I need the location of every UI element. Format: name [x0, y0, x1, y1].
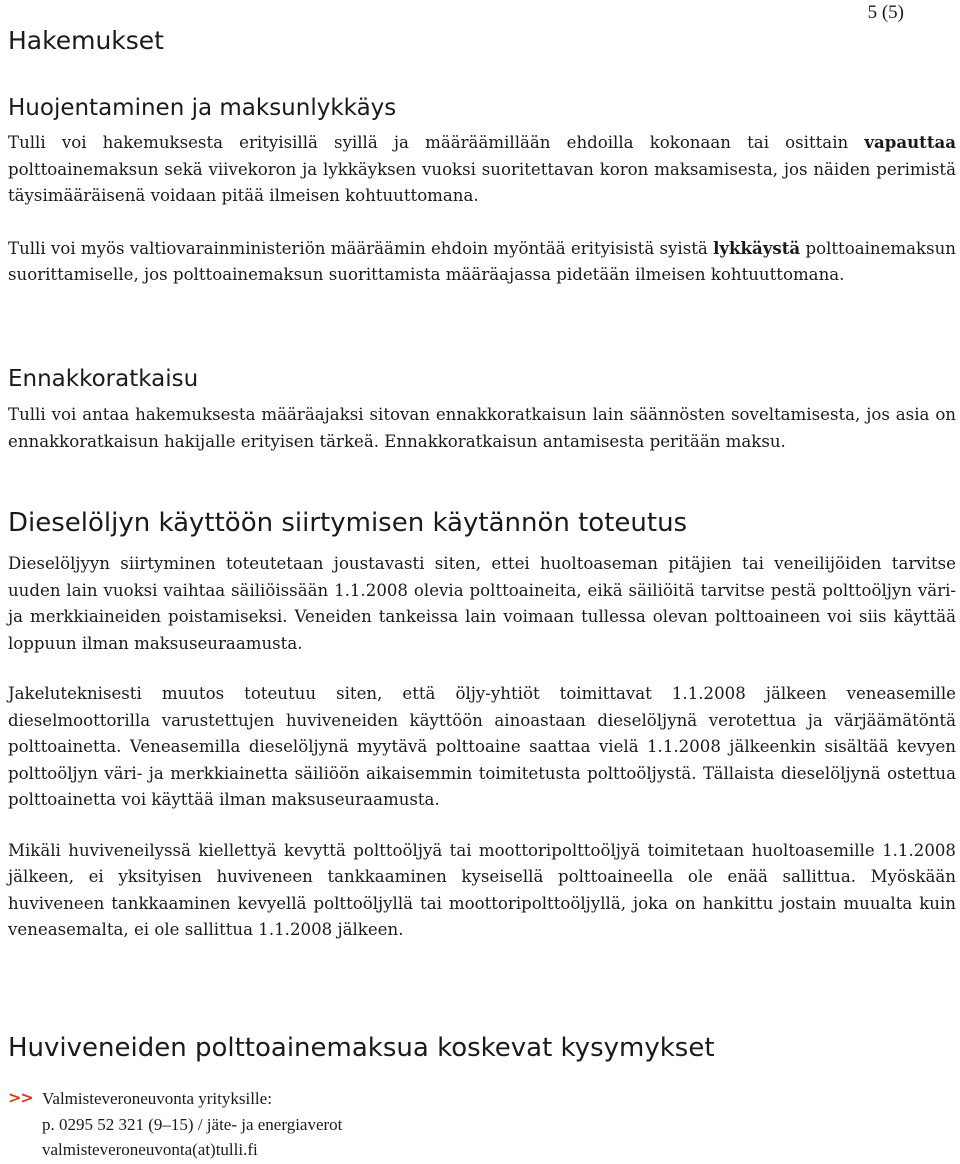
paragraph-ennakkoratkaisu: Tulli voi antaa hakemuksesta määräajaksi sitovan ennakkoratkaisun lain säännösten soveltamisesta, jos asia on ennakkoratkaisun hakijalle erityisen tärkeä. Ennakkoratkaisun antamisesta peritään maksu.	[8, 405, 956, 451]
contact-line-phone: p. 0295 52 321 (9–15) / jäte- ja energiaverot	[42, 1114, 343, 1134]
section-ennakkoratkaisu	[8, 366, 956, 455]
paragraph-diesel-3: Mikäli huviveneilyssä kiellettyä kevyttä polttoöljyä tai moottoripolttoöljyä toimitetaan huoltoasemille 1.1.2008 jälkeen, ei yksityisen huviveneen tankkaaminen kyseisellä polttoaineella ole enää sallittua. Myöskään huviveneen tankkaaminen kevyellä polttoöljyllä tai moottoripolttoöljyllä, joka on hankittu jostain muualta kuin veneasemalta, ei ole sallittua 1.1.2008 jälkeen.	[8, 840, 956, 939]
paragraph-diesel-2: Jakeluteknisesti muutos toteutuu siten, että öljy-yhtiöt toimittavat 1.1.2008 jälkeen veneasemille dieselmoottorilla varustettujen huviveneiden käyttöön ainoastaan dieselöljynä verotettua ja värjäämätöntä polttoainetta. Veneasemilla dieselöljynä myytävä polttoaine saattaa vielä 1.1.2008 jälkeenkin sisältää kevyen polttoöljyn väri- ja merkkiainetta säiliöön aikaisemmin toimitetusta polttoöljystä. Tällaista dieselöljynä ostettua polttoainetta voi käyttää ilman maksuseuraamusta.	[8, 684, 956, 809]
contact-line-email: valmisteveroneuvonta(at)tulli.fi	[42, 1140, 258, 1159]
section-kysymykset	[8, 1033, 956, 1063]
bold-lykkaysta: lykkäystä	[713, 237, 801, 258]
contact-line-title: Valmisteveroneuvonta yrityksille:	[42, 1089, 272, 1108]
page-title: Hakemukset	[8, 26, 164, 55]
section-heading-ennakkoratkaisu: Ennakkoratkaisu	[8, 366, 199, 392]
section-heading-kysymykset: Huviveneiden polttoainemaksua koskevat kysymykset	[8, 1033, 715, 1063]
double-arrow-icon: >>	[8, 1088, 33, 1107]
paragraph-huojentaminen-2: Tulli voi myös valtiovarainministeriön määräämin ehdoin myöntää erityisistä syistä lykkäystä polttoainemaksun suorittamiselle, jos polttoainemaksun suorittamista määräajassa pidetään ilmeisen kohtuuttomana.	[8, 237, 956, 284]
section-diesel	[8, 508, 956, 944]
bold-vapauttaa: vapauttaa	[864, 132, 956, 152]
contact-lines	[42, 1086, 342, 1163]
section-heading-huojentaminen: Huojentaminen ja maksunlykkäys	[8, 95, 397, 121]
paragraph-diesel-1: Dieselöljyyn siirtyminen toteutetaan joustavasti siten, ettei huoltoaseman pitäjien tai veneilijöiden tarvitse uuden lain vuoksi vaihtaa säiliöissään 1.1.2008 olevia polttoaineita, eikä säiliöitä tarvitse pestä polttoöljyn väri- ja merkkiaineiden poistamiseksi. Veneiden tankeissa lain voimaan tullessa olevan polttoaineen voi siis käyttää loppuun ilman maksuseuraamusta.	[8, 554, 956, 653]
section-huojentaminen	[8, 95, 956, 289]
page-number: 5 (5)	[867, 2, 904, 23]
paragraph-huojentaminen-1: Tulli voi hakemuksesta erityisillä syillä ja määräämillään ehdoilla kokonaan tai osittain vapauttaa polttoainemaksun sekä viivekoron ja lykkäyksen vuoksi suoritettavan koron maksamisesta, jos näiden perimistä täysimääräisenä voidaan pitää ilmeisen kohtuuttomana.	[8, 132, 956, 205]
section-heading-diesel: Dieselöljyn käyttöön siirtymisen käytännön toteutus	[8, 508, 688, 538]
